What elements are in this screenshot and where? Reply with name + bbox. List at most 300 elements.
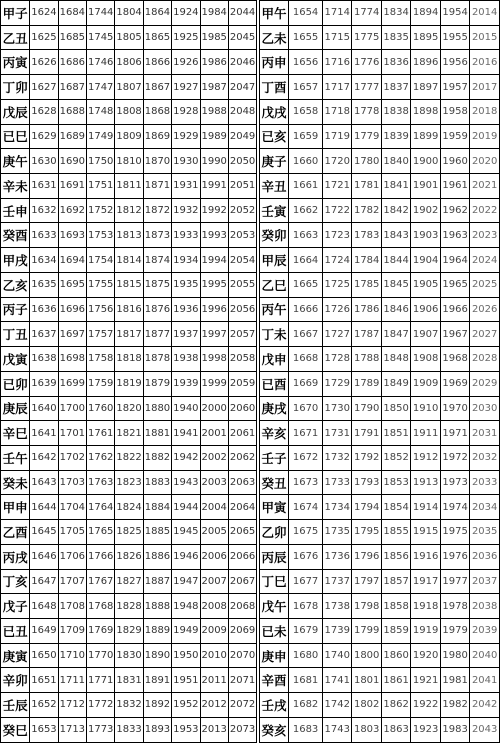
year-cell: 2067 (228, 569, 256, 594)
year-cell: 2038 (470, 594, 500, 619)
year-cell: 1693 (58, 223, 86, 248)
year-cell: 1944 (172, 495, 200, 520)
year-cell: 1937 (172, 322, 200, 347)
year-cell: 1872 (143, 198, 171, 223)
ganzhi-label-cell: 壬申 (1, 198, 30, 223)
year-cell: 1949 (172, 618, 200, 643)
year-cell: 2071 (228, 668, 256, 693)
year-cell: 2035 (470, 520, 500, 545)
ganzhi-label-cell: 癸巳 (1, 717, 30, 742)
table-row (1, 99, 500, 124)
year-cell: 1806 (115, 50, 143, 75)
year-cell: 1659 (289, 124, 323, 149)
year-cell: 1817 (115, 322, 143, 347)
year-cell: 1626 (30, 50, 58, 75)
year-cell: 1725 (322, 272, 351, 297)
year-cell: 1986 (200, 50, 228, 75)
ganzhi-label-cell: 辛亥 (259, 421, 288, 446)
year-cell: 1630 (30, 149, 58, 174)
year-cell: 2018 (470, 99, 500, 124)
year-cell: 1631 (30, 174, 58, 199)
table-row (1, 618, 500, 643)
year-cell: 1759 (87, 371, 115, 396)
year-cell: 1729 (322, 371, 351, 396)
year-cell: 2002 (200, 445, 228, 470)
year-cell: 1776 (352, 50, 381, 75)
year-cell: 1992 (200, 198, 228, 223)
year-cell: 1687 (58, 75, 86, 100)
year-cell: 1668 (289, 347, 323, 372)
year-cell: 1982 (440, 693, 469, 718)
ganzhi-label-cell: 丁丑 (1, 322, 30, 347)
year-cell: 1676 (289, 544, 323, 569)
year-cell: 1908 (411, 347, 440, 372)
year-cell: 1735 (322, 520, 351, 545)
year-cell: 1906 (411, 297, 440, 322)
year-cell: 1684 (58, 1, 86, 26)
year-cell: 1926 (172, 50, 200, 75)
year-cell: 1910 (411, 396, 440, 421)
year-cell: 1850 (381, 396, 410, 421)
table-row (1, 569, 500, 594)
year-cell: 2009 (200, 618, 228, 643)
year-cell: 1713 (58, 717, 86, 742)
year-cell: 2022 (470, 198, 500, 223)
year-cell: 1913 (411, 470, 440, 495)
year-cell: 1751 (87, 174, 115, 199)
year-cell: 1842 (381, 198, 410, 223)
year-cell: 1921 (411, 668, 440, 693)
ganzhi-label-cell: 丁卯 (1, 75, 30, 100)
ganzhi-label-cell: 乙酉 (1, 520, 30, 545)
year-cell: 1752 (87, 198, 115, 223)
year-cell: 1964 (440, 248, 469, 273)
year-cell: 1680 (289, 643, 323, 668)
year-cell: 1943 (172, 470, 200, 495)
year-cell: 1653 (30, 717, 58, 742)
year-cell: 1726 (322, 297, 351, 322)
year-cell: 1710 (58, 643, 86, 668)
year-cell: 1698 (58, 347, 86, 372)
year-cell: 1852 (381, 445, 410, 470)
year-cell: 1627 (30, 75, 58, 100)
year-cell: 1997 (200, 322, 228, 347)
year-cell: 1746 (87, 50, 115, 75)
year-cell: 1721 (322, 174, 351, 199)
ganzhi-label-cell: 甲子 (1, 1, 30, 26)
year-cell: 1849 (381, 371, 410, 396)
year-cell: 2013 (200, 717, 228, 742)
year-cell: 1848 (381, 347, 410, 372)
year-cell: 1670 (289, 396, 323, 421)
year-cell: 1824 (115, 495, 143, 520)
year-cell: 1720 (322, 149, 351, 174)
year-cell: 1805 (115, 25, 143, 50)
year-cell: 2031 (470, 421, 500, 446)
year-cell: 1643 (30, 470, 58, 495)
year-cell: 1829 (115, 618, 143, 643)
year-cell: 1716 (322, 50, 351, 75)
year-cell: 1950 (172, 643, 200, 668)
year-cell: 1830 (115, 643, 143, 668)
table-row (1, 297, 500, 322)
year-cell: 2056 (228, 297, 256, 322)
year-cell: 1846 (381, 297, 410, 322)
table-body (1, 1, 500, 743)
year-cell: 1904 (411, 248, 440, 273)
year-cell: 1941 (172, 421, 200, 446)
year-cell: 1912 (411, 445, 440, 470)
year-cell: 1857 (381, 569, 410, 594)
year-cell: 1764 (87, 495, 115, 520)
year-cell: 1757 (87, 322, 115, 347)
table-row (1, 1, 500, 26)
year-cell: 1984 (200, 1, 228, 26)
ganzhi-label-cell: 壬寅 (259, 198, 288, 223)
year-cell: 1810 (115, 149, 143, 174)
year-cell: 1787 (352, 322, 381, 347)
year-cell: 1718 (322, 99, 351, 124)
year-cell: 1628 (30, 99, 58, 124)
year-cell: 2027 (470, 322, 500, 347)
year-cell: 2070 (228, 643, 256, 668)
year-cell: 1800 (352, 643, 381, 668)
year-cell: 1990 (200, 149, 228, 174)
year-cell: 1838 (381, 99, 410, 124)
year-cell: 1637 (30, 322, 58, 347)
year-cell: 1692 (58, 198, 86, 223)
year-cell: 2021 (470, 174, 500, 199)
year-cell: 1700 (58, 396, 86, 421)
year-cell: 1953 (172, 717, 200, 742)
year-cell: 1938 (172, 347, 200, 372)
year-cell: 2039 (470, 618, 500, 643)
year-cell: 1731 (322, 421, 351, 446)
year-cell: 2005 (200, 520, 228, 545)
year-cell: 1931 (172, 174, 200, 199)
year-cell: 1932 (172, 198, 200, 223)
year-cell: 1893 (143, 717, 171, 742)
year-cell: 1884 (143, 495, 171, 520)
year-cell: 1768 (87, 594, 115, 619)
year-cell: 1927 (172, 75, 200, 100)
year-cell: 1664 (289, 248, 323, 273)
year-cell: 1724 (322, 248, 351, 273)
ganzhi-label-cell: 辛卯 (1, 668, 30, 693)
year-cell: 1771 (87, 668, 115, 693)
year-cell: 1854 (381, 495, 410, 520)
year-cell: 2007 (200, 569, 228, 594)
year-cell: 1873 (143, 223, 171, 248)
table-row (1, 520, 500, 545)
year-cell: 1760 (87, 396, 115, 421)
year-cell: 1820 (115, 396, 143, 421)
year-cell: 1785 (352, 272, 381, 297)
ganzhi-label-cell: 乙巳 (259, 272, 288, 297)
year-cell: 1923 (411, 717, 440, 742)
table-row (1, 174, 500, 199)
year-cell: 1649 (30, 618, 58, 643)
ganzhi-label-cell: 丁亥 (1, 569, 30, 594)
year-cell: 1742 (322, 693, 351, 718)
year-cell: 1646 (30, 544, 58, 569)
year-cell: 1970 (440, 396, 469, 421)
table-row (1, 445, 500, 470)
year-cell: 1779 (352, 124, 381, 149)
year-cell: 1875 (143, 272, 171, 297)
year-cell: 1837 (381, 75, 410, 100)
year-cell: 2068 (228, 594, 256, 619)
ganzhi-label-cell: 壬戌 (259, 693, 288, 718)
year-cell: 2063 (228, 470, 256, 495)
year-cell: 1918 (411, 594, 440, 619)
year-cell: 2041 (470, 668, 500, 693)
year-cell: 1851 (381, 421, 410, 446)
year-cell: 1807 (115, 75, 143, 100)
year-cell: 1740 (322, 643, 351, 668)
year-cell: 1706 (58, 544, 86, 569)
year-cell: 1714 (322, 1, 351, 26)
ganzhi-label-cell: 庚戌 (259, 396, 288, 421)
ganzhi-label-cell: 癸酉 (1, 223, 30, 248)
year-cell: 1833 (115, 717, 143, 742)
ganzhi-label-cell: 庚申 (259, 643, 288, 668)
year-cell: 1874 (143, 248, 171, 273)
year-cell: 2045 (228, 25, 256, 50)
year-cell: 1974 (440, 495, 469, 520)
ganzhi-label-cell: 丁酉 (259, 75, 288, 100)
year-cell: 1804 (115, 1, 143, 26)
year-cell: 1769 (87, 618, 115, 643)
year-cell: 1656 (289, 50, 323, 75)
year-cell: 2047 (228, 75, 256, 100)
table-row (1, 248, 500, 273)
year-cell: 1666 (289, 297, 323, 322)
year-cell: 1812 (115, 198, 143, 223)
year-cell: 1654 (289, 1, 323, 26)
year-cell: 1783 (352, 223, 381, 248)
year-cell: 1686 (58, 50, 86, 75)
year-cell: 1940 (172, 396, 200, 421)
table-row (1, 322, 500, 347)
table-row (1, 272, 500, 297)
year-cell: 1727 (322, 322, 351, 347)
table-row (1, 544, 500, 569)
year-cell: 1901 (411, 174, 440, 199)
year-cell: 1856 (381, 544, 410, 569)
year-cell: 1638 (30, 347, 58, 372)
year-cell: 1642 (30, 445, 58, 470)
year-cell: 2058 (228, 347, 256, 372)
year-cell: 1862 (381, 693, 410, 718)
year-cell: 1866 (143, 50, 171, 75)
year-cell: 1688 (58, 99, 86, 124)
year-cell: 1914 (411, 495, 440, 520)
year-cell: 1648 (30, 594, 58, 619)
year-cell: 1761 (87, 421, 115, 446)
year-cell: 1635 (30, 272, 58, 297)
year-cell: 1915 (411, 520, 440, 545)
year-cell: 1922 (411, 693, 440, 718)
year-cell: 1723 (322, 223, 351, 248)
table-row (1, 693, 500, 718)
year-cell: 1689 (58, 124, 86, 149)
year-cell: 2072 (228, 693, 256, 718)
year-cell: 1865 (143, 25, 171, 50)
year-cell: 1960 (440, 149, 469, 174)
year-cell: 1758 (87, 347, 115, 372)
year-cell: 2017 (470, 75, 500, 100)
year-cell: 1633 (30, 223, 58, 248)
year-cell: 1732 (322, 445, 351, 470)
table-row (1, 347, 500, 372)
ganzhi-label-cell: 壬子 (259, 445, 288, 470)
year-cell: 2023 (470, 223, 500, 248)
year-cell: 1976 (440, 544, 469, 569)
year-cell: 1789 (352, 371, 381, 396)
year-cell: 1811 (115, 174, 143, 199)
year-cell: 1995 (200, 272, 228, 297)
year-cell: 1690 (58, 149, 86, 174)
year-cell: 1799 (352, 618, 381, 643)
ganzhi-label-cell: 庚午 (1, 149, 30, 174)
year-cell: 1966 (440, 297, 469, 322)
year-cell: 1647 (30, 569, 58, 594)
table-row (1, 643, 500, 668)
year-cell: 2012 (200, 693, 228, 718)
year-cell: 1747 (87, 75, 115, 100)
ganzhi-label-cell: 丁巳 (259, 569, 288, 594)
ganzhi-label-cell: 丙子 (1, 297, 30, 322)
year-cell: 1624 (30, 1, 58, 26)
year-cell: 1709 (58, 618, 86, 643)
year-cell: 1975 (440, 520, 469, 545)
year-cell: 1869 (143, 124, 171, 149)
ganzhi-label-cell: 辛酉 (259, 668, 288, 693)
ganzhi-label-cell: 辛巳 (1, 421, 30, 446)
ganzhi-label-cell: 乙丑 (1, 25, 30, 50)
year-cell: 1748 (87, 99, 115, 124)
year-cell: 1985 (200, 25, 228, 50)
year-cell: 1864 (143, 1, 171, 26)
year-cell: 1661 (289, 174, 323, 199)
year-cell: 1888 (143, 594, 171, 619)
year-cell: 2054 (228, 248, 256, 273)
year-cell: 1655 (289, 25, 323, 50)
year-cell: 2073 (228, 717, 256, 742)
year-cell: 2014 (470, 1, 500, 26)
year-cell: 1961 (440, 174, 469, 199)
year-cell: 1814 (115, 248, 143, 273)
year-cell: 1683 (289, 717, 323, 742)
year-cell: 1844 (381, 248, 410, 273)
year-cell: 2046 (228, 50, 256, 75)
ganzhi-label-cell: 乙亥 (1, 272, 30, 297)
year-cell: 2062 (228, 445, 256, 470)
year-cell: 1881 (143, 421, 171, 446)
year-cell: 1702 (58, 445, 86, 470)
table-row (1, 495, 500, 520)
year-cell: 1818 (115, 347, 143, 372)
year-cell: 1763 (87, 470, 115, 495)
year-cell: 2061 (228, 421, 256, 446)
ganzhi-label-cell: 癸丑 (259, 470, 288, 495)
year-cell: 1836 (381, 50, 410, 75)
year-cell: 1823 (115, 470, 143, 495)
year-cell: 1936 (172, 297, 200, 322)
ganzhi-label-cell: 已酉 (259, 371, 288, 396)
year-cell: 2040 (470, 643, 500, 668)
year-cell: 1671 (289, 421, 323, 446)
year-cell: 1871 (143, 174, 171, 199)
year-cell: 1946 (172, 544, 200, 569)
year-cell: 1834 (381, 1, 410, 26)
year-cell: 1861 (381, 668, 410, 693)
year-cell: 1925 (172, 25, 200, 50)
year-cell: 1928 (172, 99, 200, 124)
year-cell: 1792 (352, 445, 381, 470)
table-row (1, 470, 500, 495)
ganzhi-label-cell: 甲午 (259, 1, 288, 26)
year-cell: 1788 (352, 347, 381, 372)
year-cell: 1815 (115, 272, 143, 297)
year-cell: 1827 (115, 569, 143, 594)
year-cell: 2020 (470, 149, 500, 174)
year-cell: 1954 (440, 1, 469, 26)
ganzhi-label-cell: 丙戌 (1, 544, 30, 569)
year-cell: 1808 (115, 99, 143, 124)
year-cell: 1657 (289, 75, 323, 100)
year-cell: 1645 (30, 520, 58, 545)
year-cell: 1987 (200, 75, 228, 100)
year-cell: 1816 (115, 297, 143, 322)
year-cell: 2024 (470, 248, 500, 273)
year-cell: 1863 (381, 717, 410, 742)
year-cell: 1933 (172, 223, 200, 248)
year-cell: 1897 (411, 75, 440, 100)
year-cell: 1774 (352, 1, 381, 26)
table-row (1, 396, 500, 421)
year-cell: 1755 (87, 272, 115, 297)
ganzhi-label-cell: 甲戌 (1, 248, 30, 273)
year-cell: 1754 (87, 248, 115, 273)
year-cell: 1662 (289, 198, 323, 223)
year-cell: 1980 (440, 643, 469, 668)
year-cell: 1762 (87, 445, 115, 470)
ganzhi-label-cell: 丙辰 (259, 544, 288, 569)
year-cell: 1845 (381, 272, 410, 297)
year-cell: 2053 (228, 223, 256, 248)
table-row (1, 421, 500, 446)
ganzhi-label-cell: 壬午 (1, 445, 30, 470)
ganzhi-label-cell: 戊戌 (259, 99, 288, 124)
year-cell: 1919 (411, 618, 440, 643)
year-cell: 1993 (200, 223, 228, 248)
ganzhi-label-cell: 丁未 (259, 322, 288, 347)
year-cell: 1924 (172, 1, 200, 26)
table-row (1, 371, 500, 396)
year-cell: 1942 (172, 445, 200, 470)
year-cell: 2055 (228, 272, 256, 297)
year-cell: 2033 (470, 470, 500, 495)
year-cell: 1734 (322, 495, 351, 520)
year-cell: 1795 (352, 520, 381, 545)
year-cell: 1801 (352, 668, 381, 693)
year-cell: 1777 (352, 75, 381, 100)
year-cell: 2050 (228, 149, 256, 174)
year-cell: 1956 (440, 50, 469, 75)
year-cell: 1890 (143, 643, 171, 668)
